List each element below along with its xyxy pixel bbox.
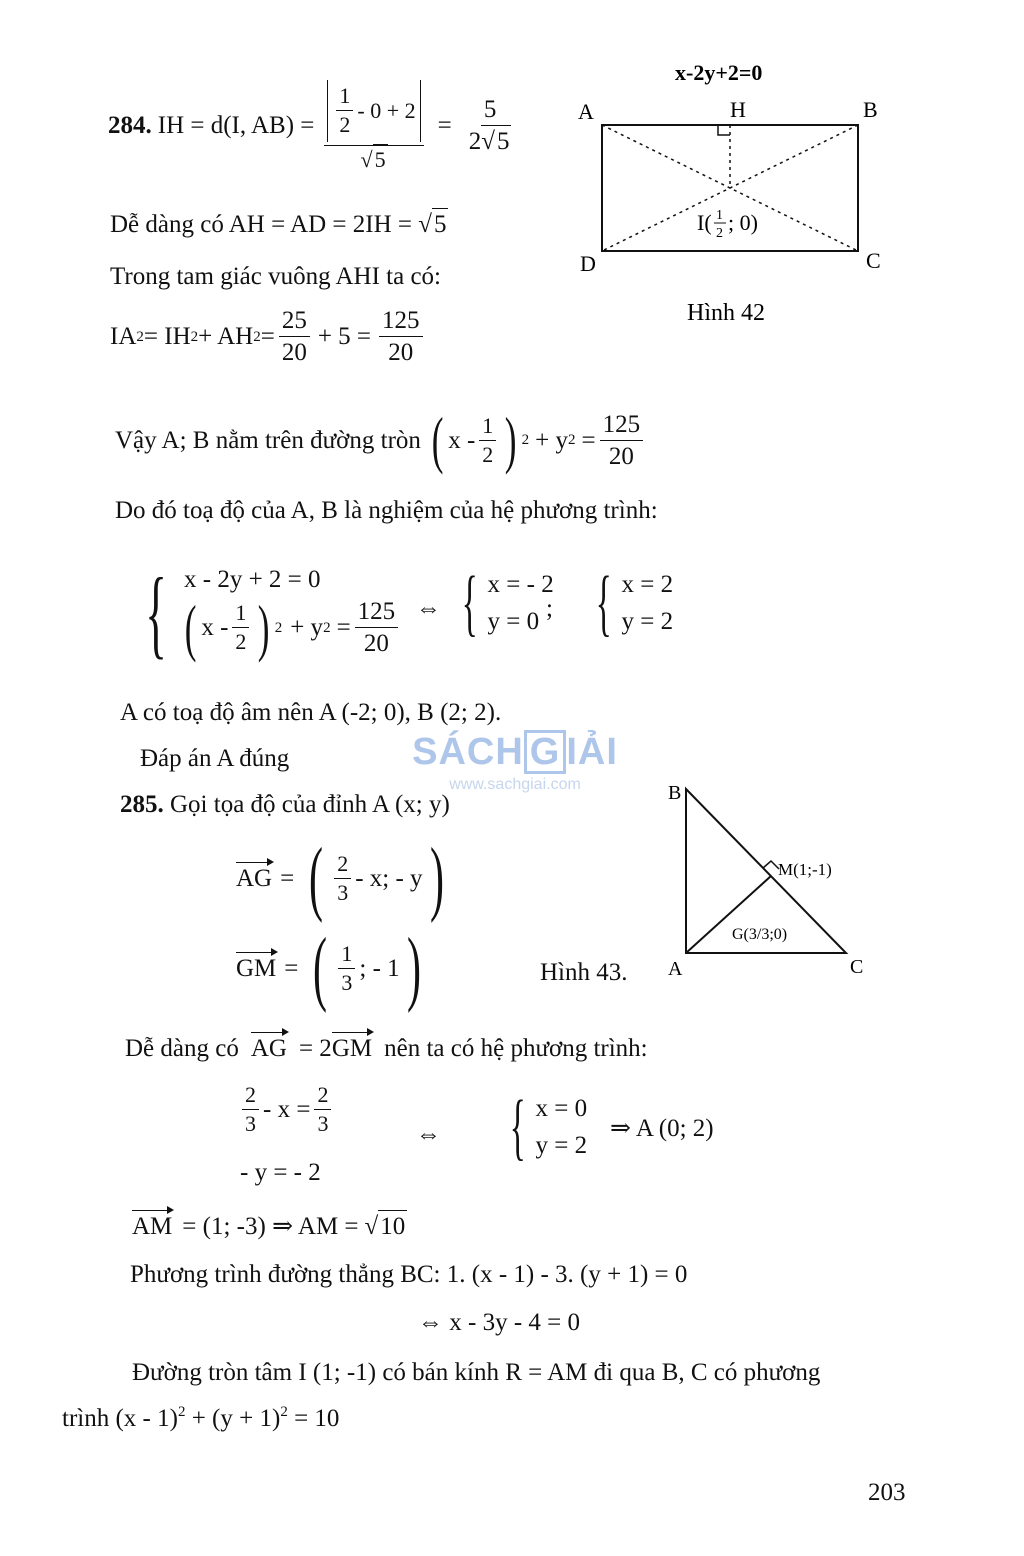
p285-bc-simplified: ⇔ x - 3y - 4 = 0 <box>418 1309 580 1336</box>
fig42-label-d: D <box>580 251 596 276</box>
figure-43 <box>660 775 870 985</box>
p284-number: 284. <box>108 111 152 139</box>
p285-ag-vector: AG = ( $\frac{2}{3}$ - x; - y ) <box>236 831 444 924</box>
p285-number: 285. <box>120 791 164 818</box>
watermark-url: www.sachgiai.com <box>449 776 581 793</box>
p285-result: ⇒ A (0; 2) <box>610 1115 714 1142</box>
fig42-label-i-post: ; 0) <box>728 210 758 235</box>
fig42-label-i-num: 1 <box>716 208 723 223</box>
p284-ih-lhs: IH = d(I, AB) = <box>157 111 315 139</box>
sys-eq2: ( x - $\frac{1}{2}$ ) 2 + y 2 = $\frac{125}{20}$ <box>180 596 402 660</box>
p285-intro: Gọi tọa độ của đỉnh A (x; y) <box>170 791 450 818</box>
system-brace: { <box>145 557 167 668</box>
fig42-right-angle <box>718 125 730 135</box>
p285-am-line: AM = (1; -3) ⇒ AM = √10 <box>132 1214 407 1239</box>
figure-42 <box>570 55 910 335</box>
p285-solution: { x = 0 y = 2 <box>509 1086 588 1168</box>
fig42-label-b: B <box>863 97 878 122</box>
p284-answer: Đáp án A đúng <box>140 745 290 772</box>
p284-conclusion: A có toạ độ âm nên A (-2; 0), B (2; 2). <box>120 699 502 726</box>
p285-bc-line: Phương trình đường thẳng BC: 1. (x - 1) - 3. (y + 1) = 0 <box>130 1261 688 1288</box>
sys-eq1: x - 2y + 2 = 0 <box>184 565 321 593</box>
p284-sol-sep: ; <box>546 595 553 622</box>
p284-system-intro: Do đó toạ độ của A, B là nghiệm của hệ phương trình: <box>115 497 658 524</box>
fig42-caption: Hình 42 <box>687 300 765 326</box>
fig42-label-i-pre: I( <box>697 210 712 235</box>
fig42-label-i-den: 2 <box>716 226 723 241</box>
fig43-label-g: G(3/3;0) <box>732 926 788 943</box>
p284-ih-result: $\frac{5}{2√5}$ <box>468 95 510 155</box>
fig43-label-b: B <box>668 782 682 804</box>
p285-relation-line: Dễ dàng có AG = 2 GM nên ta có hệ phương trình: <box>125 1035 648 1062</box>
p285-circle-line2: trình $(x - 1)^2 + (y + 1)^2 = 10$ <box>62 1404 340 1432</box>
fig42-label-h: H <box>730 97 746 122</box>
fig42-line-eq: x-2y+2=0 <box>675 60 763 85</box>
watermark-logo: SÁCH G IẢI <box>412 731 618 773</box>
p284-ah-line: Dễ dàng có AH = AD = 2IH = √5 <box>110 212 448 237</box>
p284-abs-inner-frac: $\frac{1}{2}$ <box>336 85 353 136</box>
p285-gm-vector: GM = ( $\frac{1}{3}$ ; - 1 ) <box>236 921 421 1014</box>
page-number: 203 <box>868 1479 906 1506</box>
p285-eq1: $\frac{2}{3}$ - x = $\frac{2}{3}$ <box>238 1084 335 1135</box>
p284-solution1: { x = - 2 y = 0 <box>461 562 554 644</box>
p284-ih-line: 284. IH = d(I, AB) = $\frac{1}{2}$ - 0 + 2 √5 = $\frac{5}{2√5}$ <box>108 70 518 180</box>
fig43-caption: Hình 43. <box>540 959 628 986</box>
p284-ia-line: IA 2 = IH 2 + AH 2 = $\frac{25}{20}$ + 5 = $\frac{125}{20}$ <box>110 308 427 365</box>
fig43-label-c: C <box>850 956 864 978</box>
fig42-label-a: A <box>578 99 594 124</box>
fig43-right-angle <box>763 861 779 869</box>
p285-equiv: ⇔ <box>416 1121 441 1148</box>
fig43-label-m: M(1;-1) <box>778 860 832 879</box>
p284-system <box>132 548 402 678</box>
p285-circle-line1: Đường tròn tâm I (1; -1) có bán kính R = AM đi qua B, C có phương <box>132 1359 821 1386</box>
fig42-label-c: C <box>866 248 881 273</box>
p285-eq2: - y = - 2 <box>240 1159 321 1186</box>
watermark <box>410 730 620 794</box>
p284-equiv: ⇔ <box>416 595 441 622</box>
p284-triangle-line: Trong tam giác vuông AHI ta có: <box>110 263 441 290</box>
p284-solution2: { x = 2 y = 2 <box>595 562 674 644</box>
p284-circle-line: Vậy A; B nằm trên đường tròn ( x - $\frac{1}{2}$ ) 2 + y 2 = $\frac{125}{20}$ <box>115 398 647 482</box>
fig43-label-a: A <box>668 958 683 980</box>
p284-ih-fraction: $\frac{1}{2}$ - 0 + 2 √5 <box>324 80 423 171</box>
p285-intro-line <box>120 792 450 817</box>
